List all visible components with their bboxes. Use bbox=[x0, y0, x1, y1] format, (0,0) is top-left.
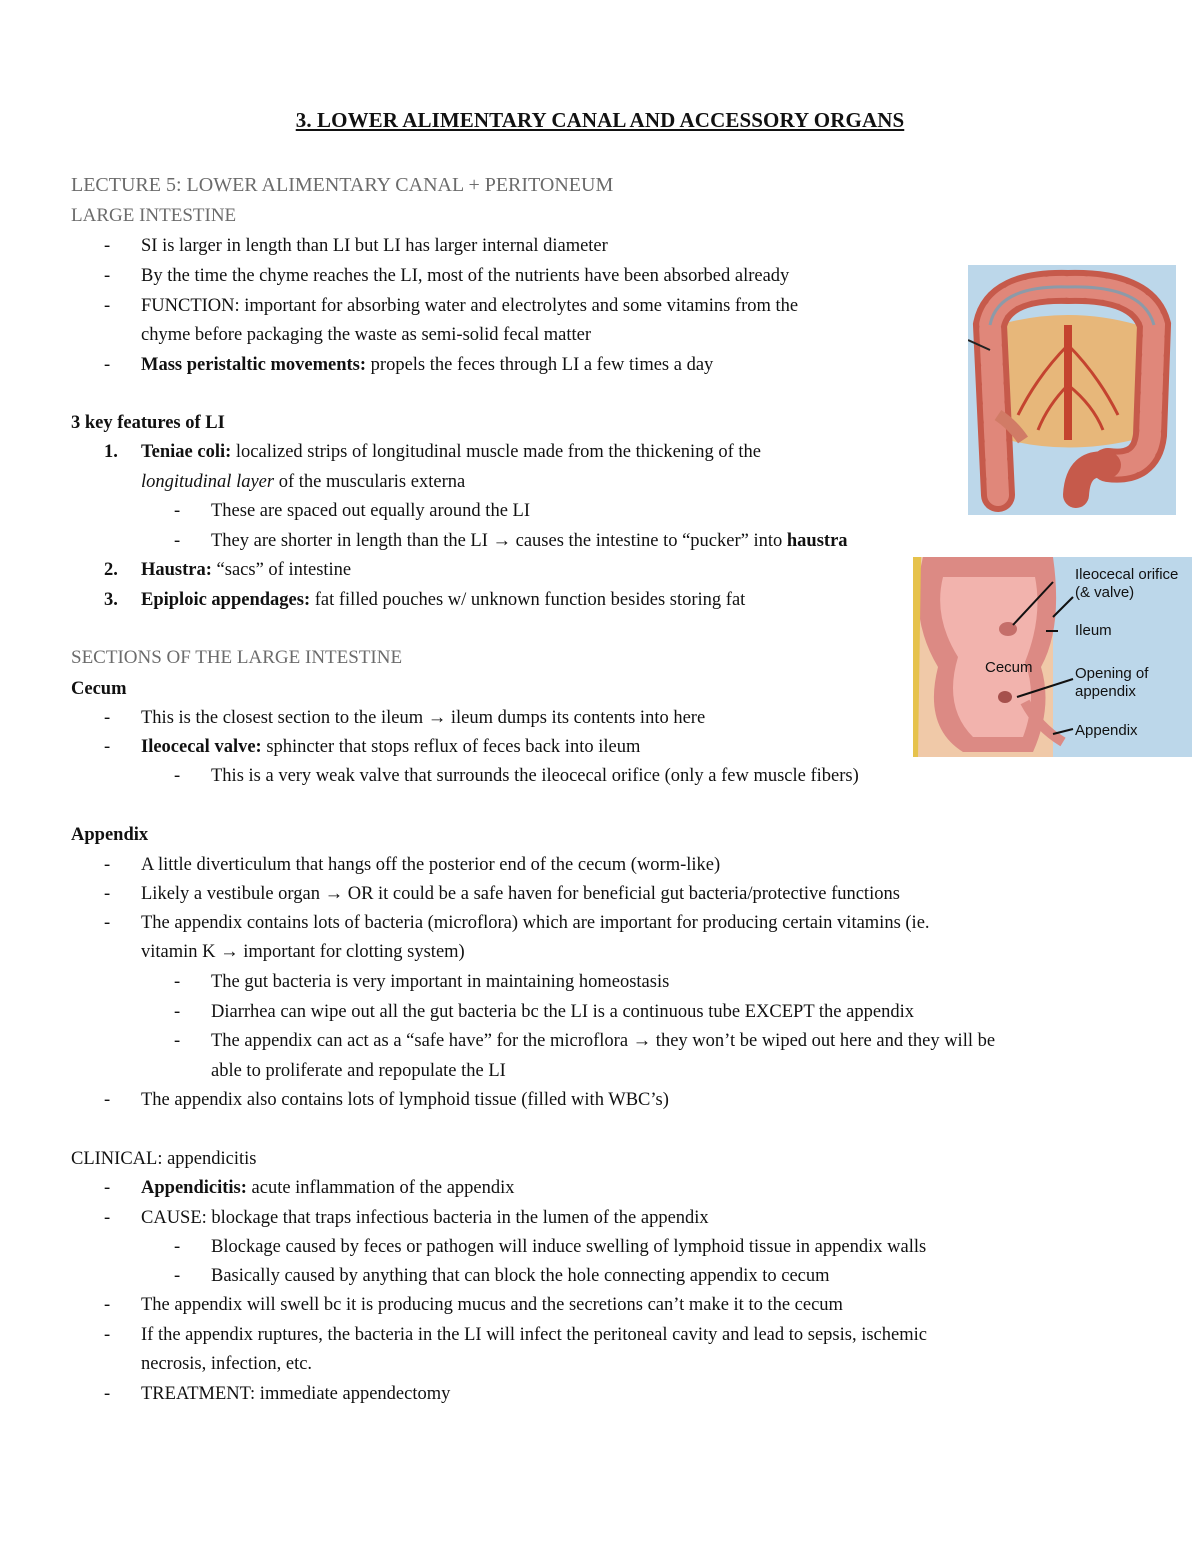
figure-label-ileum: Ileum bbox=[1075, 622, 1112, 639]
page-title: 3. LOWER ALIMENTARY CANAL AND ACCESSORY ORGANS bbox=[295, 108, 905, 132]
sections-heading: SECTIONS OF THE LARGE INTESTINE bbox=[71, 647, 403, 668]
figure-label-cecum: Cecum bbox=[985, 659, 1033, 676]
lecture-heading: LECTURE 5: LOWER ALIMENTARY CANAL + PERITONEUM bbox=[71, 174, 614, 196]
figure-label-ileocecal-orifice: Ileocecal orifice (& valve) bbox=[1075, 566, 1179, 601]
figure-label-opening-of-appendix: Opening of appendix bbox=[1075, 665, 1149, 700]
document-page: 3. LOWER ALIMENTARY CANAL AND ACCESSORY ORGANS LECTURE 5: LOWER ALIMENTARY CANAL + PERITONEUM LARGE INTESTINE - SI is larger in length than LI but LI has larger internal diameter - By the time the chyme reaches the LI, most of the nutrients have been absorbed already - FUNCTION: important for absorbing water and electrolytes and some vitamins from the chyme before packaging the waste as semi-solid fecal matter - Mass peristaltic movements: propels the feces through LI a few times a day 3 key features of LI 1. Teniae coli: localized strips of longitudinal muscle made from the thickening of the longitudinal layer of the muscularis externa - These are spaced out equally around the LI - They are shorter in length than the LI → causes the intestine to “pucker” into haustra 2. Haustra: “sacs” of intestine 3. Epiploic appendages: fat filled pouches w/ unknown function besides storing fat SECTIONS OF THE LARGE INTESTINE Cecum - This is the closest section to the ileum → ileum dumps its contents into here - Ileocecal valve: sphincter that stops reflux of feces back into ileum - This is a very weak valve that surrounds the ileocecal orifice (only a few muscle fibers) Appendix - A little diverticulum that hangs off the posterior end of the cecum (worm-like) - Likely a vestibule organ → OR it could be a safe haven for beneficial gut bacteria/protective functions - The appendix contains lots of bacteria (microflora) which are important for producing certain vitamins (ie. vitamin K → important for clotting system) - The gut bacteria is very important in maintaining homeostasis - Diarrhea can wipe out all the gut bacteria bc the LI is a continuous tube EXCEPT the appendix - The appendix can act as a “safe have” for the microflora → they won’t be wiped out here and they will be able to proliferate and repopulate the LI - The appendix also contains lots of lymphoid tissue (filled with WBC’s) CLINICAL: appendicitis - Appendicitis: acute inflammation of the appendix - CAUSE: blockage that traps infectious bacteria in the lumen of the appendix - Blockage caused by feces or pathogen will induce swelling of lymphoid tissue in appendix walls - Basically caused by anything that can block the hole connecting appendix to cecum - The appendix will swell bc it is producing mucus and the secretions can’t make it to the cecum - If the appendix ruptures, the bacteria in the LI will infect the peritoneal cavity and lead to sepsis, ischemic necrosis, infection, etc. - TREATMENT: immediate appendectomy Ileocecal orifice (& valve) Ileum Cecum Opening of appendix Appendix bbox=[0, 0, 1200, 1553]
figure-label-appendix: Appendix bbox=[1075, 722, 1138, 739]
large-intestine-heading: LARGE INTESTINE bbox=[71, 205, 237, 226]
large-intestine-illustration bbox=[968, 265, 1176, 515]
